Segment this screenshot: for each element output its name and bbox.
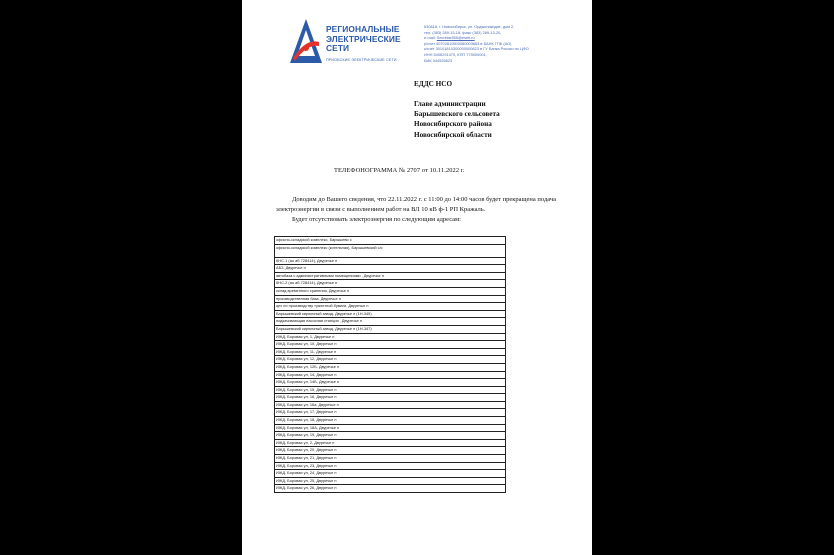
contact-inn: ИНН 5406291470, КПП 775000001, — [424, 51, 487, 57]
notice-body — [276, 195, 566, 225]
address-cell: ИЖД, Боровая ул, 17, Двуречье п — [275, 409, 506, 417]
address-cell: ИЖД, Боровая ул, 12, Двуречье п — [275, 356, 506, 364]
address-cell: ИЖД, Боровая ул, 11, Двуречье п — [275, 348, 506, 356]
company-name-line: СЕТИ — [326, 43, 350, 53]
address-cell: ИЖД, Боровая ул, 15, Двуречье п — [275, 386, 506, 394]
address-cell: Барышевский кирпичный завод, Двуречье п (1Н-347) — [275, 325, 506, 333]
recipient-line: Новосибирского района — [414, 120, 492, 129]
address-cell: ИЖД, Боровая ул, 1, Двуречье п — [275, 333, 506, 341]
address-cell: ИЖД, Боровая ул, 12Б, Двуречье п — [275, 363, 506, 371]
table-row — [275, 470, 506, 478]
table-row — [275, 394, 506, 402]
table-row — [275, 386, 506, 394]
company-name — [326, 25, 406, 54]
address-cell: АБЗ, Двуречье п — [275, 265, 506, 273]
table-row — [275, 417, 506, 425]
table-row — [275, 280, 506, 288]
table-row — [275, 310, 506, 318]
address-cell: ИЖД, Боровая ул, 16, Двуречье п — [275, 394, 506, 402]
table-row — [275, 348, 506, 356]
table-row — [275, 356, 506, 364]
address-cell: Барышевский кирпичный завод, Двуречье п (1Н-345) — [275, 310, 506, 318]
table-row — [275, 462, 506, 470]
company-logo-icon — [289, 18, 323, 64]
table-row — [275, 287, 506, 295]
address-cell: производственная база, Двуречье п — [275, 295, 506, 303]
address-cell: ИЖД, Боровая ул, 14Б, Двуречье п — [275, 379, 506, 387]
address-cell: цех по производству туалетной бумаги, Двуречье п — [275, 303, 506, 311]
address-cell: ИЖД, Боровая ул, 24, Двуречье п — [275, 470, 506, 478]
table-row — [275, 257, 506, 265]
address-cell: ИЖД, Боровая ул, 21, Двуречье п — [275, 455, 506, 463]
table-row — [275, 379, 506, 387]
recipient-block — [414, 99, 584, 140]
address-cell: КНС-2 (ао аб.728414), Двуречье п — [275, 280, 506, 288]
contact-phone: тел. (383) 289-13-18, факс (383) 289-13-20, — [424, 29, 502, 35]
address-cell: склад временного хранения, Двуречье п — [275, 287, 506, 295]
recipient-line: Барышевского сельсовета — [414, 110, 500, 119]
company-name-line: РЕГИОНАЛЬНЫЕ — [326, 24, 400, 34]
company-name-line: ЭЛЕКТРИЧЕСКИЕ — [326, 33, 401, 44]
notice-paragraph: Доводим до Вашего сведения, что 22.11.2022 г. с 11:00 до 14:00 часов будет прекращена подача электроэнергии в связи с выполнением работ на ВЛ 10 кВ ф-1 РП Кражаль. — [276, 196, 557, 213]
address-cell: ИЖД, Боровая ул, 26, Двуречье п — [275, 485, 506, 493]
address-cell: ИЖД, Боровая ул, 25, Двуречье п — [275, 477, 506, 485]
table-row — [275, 485, 506, 493]
table-row — [275, 401, 506, 409]
recipient-line: Новосибирской области — [414, 130, 492, 139]
table-row — [275, 447, 506, 455]
address-table — [274, 236, 506, 493]
table-row — [275, 409, 506, 417]
table-row — [275, 325, 506, 333]
table-row — [275, 244, 506, 257]
address-cell: офисно-складской комплекс, Барышево с — [275, 237, 506, 245]
table-row — [275, 455, 506, 463]
company-contacts — [424, 24, 584, 63]
address-cell: ИЖД, Боровая ул, 10, Двуречье п — [275, 341, 506, 349]
table-row — [275, 295, 506, 303]
contact-corr-account: к/счет 30101810300000000823 в ГУ Банка России по ЦФО — [424, 46, 529, 52]
table-row — [275, 341, 506, 349]
contact-bik: БИК 044525823 — [424, 57, 453, 63]
notice-paragraph: Будет отсутствовать электроэнергия по следующим адресам: — [292, 216, 461, 223]
table-row — [275, 371, 506, 379]
recipient-line: Главе администрации — [414, 100, 486, 108]
recipient-edds: ЕДДС НСО — [414, 80, 453, 88]
contact-bank-account: р/счет 40702810500080003663 в БАНК ГПБ (АО) — [424, 40, 512, 46]
address-cell: ИЖД, Боровая ул, 18А, Двуречье п — [275, 424, 506, 432]
company-branch: ПРИОБСКИЕ ЭЛЕКТРИЧЕСКИЕ СЕТИ — [326, 58, 397, 62]
address-cell: ИЖД, Боровая ул, 23, Двуречье п — [275, 462, 506, 470]
table-row — [275, 303, 506, 311]
address-cell: ИЖД, Боровая ул, 19, Двуречье п — [275, 432, 506, 440]
table-row — [275, 439, 506, 447]
table-row — [275, 237, 506, 245]
table-row — [275, 363, 506, 371]
address-cell: ИЖД, Боровая ул, 20, Двуречье п — [275, 447, 506, 455]
table-row — [275, 265, 506, 273]
table-row — [275, 272, 506, 280]
document-page — [242, 0, 592, 555]
table-row — [275, 432, 506, 440]
contact-address: 630818, г. Новосибирск, ул. Орджоникидзе, дом 2, — [424, 24, 515, 29]
address-cell: ИЖД, Боровая ул, 2, Двуречье п — [275, 439, 506, 447]
address-cell: ИЖД, Боровая ул, 14, Двуречье п — [275, 371, 506, 379]
table-row — [275, 477, 506, 485]
address-cell: ИЖД, Боровая ул, 18, Двуречье п — [275, 417, 506, 425]
table-row — [275, 318, 506, 326]
contact-email-prefix: e-mail: — [424, 35, 437, 41]
address-cell: ИЖД, Боровая ул, 16а, Двуречье п — [275, 401, 506, 409]
address-cell: подкачивающая насосная станция , Двуречье п — [275, 318, 506, 326]
table-row — [275, 424, 506, 432]
address-cell: офисно-складской комплекс (котельная), Барышевский с/с — [275, 244, 506, 257]
contact-email-link[interactable]: Secretar855@eseti.ru — [436, 35, 475, 41]
address-cell: автобаза с административными помещениями , Двуречье п — [275, 272, 506, 280]
table-row — [275, 333, 506, 341]
address-cell: КНС-1 (ао аб.728414), Двуречье п — [275, 257, 506, 265]
telephonogram-title: ТЕЛЕФОНОГРАММА № 2707 от 10.11.2022 г. — [334, 167, 465, 174]
